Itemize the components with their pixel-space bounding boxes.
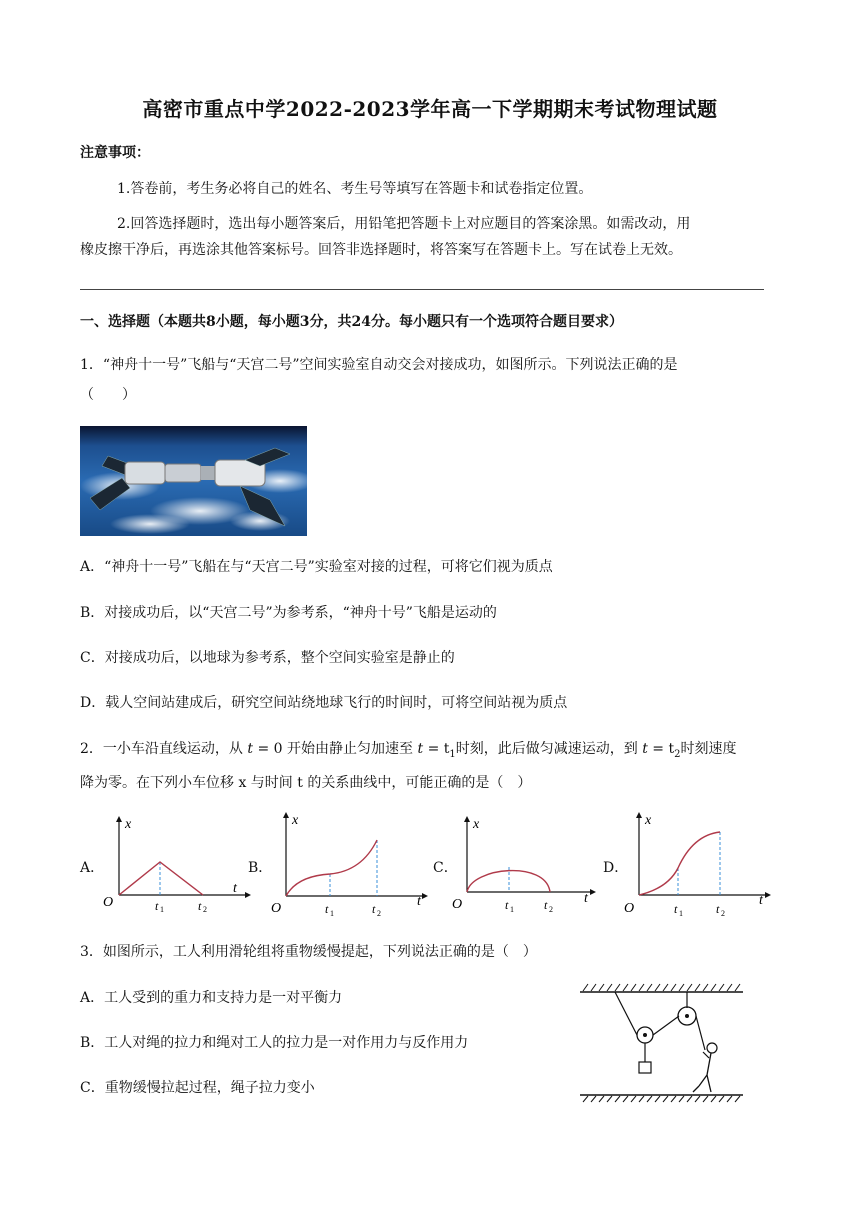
svg-text:t: t — [417, 894, 421, 909]
q2-graph-a-label: A． — [80, 860, 105, 876]
notice-item-2-line2: 橡皮擦干净后，再选涂其他答案标号。回答非选择题时，将答案写在答题卡上。写在试卷上无效。 — [80, 242, 682, 258]
notice-item-2-line1: 2.回答选择题时，选出每小题答案后，用铅笔把答题卡上对应题目的答案涂黑。如需改动，用 — [117, 216, 691, 232]
svg-text:x: x — [645, 813, 652, 828]
section1-heading: 一、选择题（本题共8小题，每小题3分，共24分。每小题只有一个选项符合题目要求） — [80, 314, 623, 330]
svg-text:2: 2 — [203, 905, 207, 914]
svg-text:x: x — [473, 817, 480, 832]
svg-text:t: t — [325, 902, 329, 916]
q2-graph-c — [450, 812, 600, 912]
q2-graph-d-label: D． — [603, 860, 629, 876]
q2-stem-line1: 2．一小车沿直线运动，从 t = 0 开始由静止匀加速至 $t = t_1$时刻，此后做匀减速运动，到 $t = t_2$时刻速度 — [80, 741, 737, 760]
svg-text:1: 1 — [330, 909, 334, 918]
q2-graph-d — [620, 808, 775, 918]
q2-graph-a — [100, 812, 250, 914]
svg-text:O: O — [624, 901, 635, 916]
svg-text:t: t — [584, 891, 588, 906]
q2-stem-line2: 降为零。在下列小车位移 x 与时间 t 的关系曲线中，可能正确的是（ ） — [80, 775, 532, 791]
svg-text:t: t — [198, 899, 202, 913]
q2-graph-b-label: B． — [248, 860, 273, 876]
svg-text:t: t — [759, 893, 763, 908]
q1-stem-line2: （ ） — [80, 387, 136, 403]
svg-text:1: 1 — [679, 909, 683, 918]
page-title: 高密市重点中学2022-2023学年高一下学期期末考试物理试题 — [142, 97, 718, 121]
q2-graph-b — [267, 808, 432, 918]
notice-item-1: 1.答卷前，考生务必将自己的姓名、考生号等填写在答题卡和试卷指定位置。 — [117, 181, 593, 197]
q1-option-a: A．“神舟十一号”飞船在与“天宫二号”实验室对接的过程，可将它们视为质点 — [80, 559, 553, 575]
svg-text:2: 2 — [377, 909, 381, 918]
svg-text:2: 2 — [721, 909, 725, 918]
q3-stem: 3．如图所示，工人利用滑轮组将重物缓慢提起，下列说法正确的是（ ） — [80, 944, 537, 960]
svg-text:O: O — [271, 901, 282, 916]
space-station-photo — [80, 426, 307, 536]
svg-text:1: 1 — [160, 905, 164, 914]
divider — [80, 289, 764, 290]
svg-text:O: O — [452, 897, 463, 912]
svg-text:2: 2 — [549, 905, 553, 914]
y-axis-label: x — [125, 817, 132, 832]
svg-text:t: t — [372, 902, 376, 916]
pulley-diagram — [575, 980, 750, 1110]
svg-text:x: x — [292, 813, 299, 828]
q1-option-c: C．对接成功后，以地球为参考系，整个空间实验室是静止的 — [80, 650, 455, 666]
origin-label: O — [103, 895, 114, 910]
svg-text:t: t — [674, 902, 678, 916]
q1-stem-line1: 1．“神舟十一号”飞船与“天宫二号”空间实验室自动交会对接成功，如图所示。下列说法正确的是 — [80, 357, 678, 373]
q2-graph-c-label: C． — [433, 860, 458, 876]
notice-heading: 注意事项： — [80, 145, 150, 161]
svg-text:t: t — [505, 898, 509, 912]
q3-option-c: C．重物缓慢拉起过程，绳子拉力变小 — [80, 1080, 315, 1096]
q3-option-a: A．工人受到的重力和支持力是一对平衡力 — [80, 990, 343, 1006]
svg-text:t: t — [544, 898, 548, 912]
q3-option-b: B．工人对绳的拉力和绳对工人的拉力是一对作用力与反作用力 — [80, 1035, 469, 1051]
svg-text:1: 1 — [510, 905, 514, 914]
svg-text:t: t — [716, 902, 720, 916]
svg-text:t: t — [155, 899, 159, 913]
x-axis-label: t — [233, 881, 237, 896]
q1-option-d: D．载人空间站建成后，研究空间站绕地球飞行的时间时，可将空间站视为质点 — [80, 695, 568, 711]
q1-option-b: B．对接成功后，以“天宫二号”为参考系，“神舟十号”飞船是运动的 — [80, 605, 497, 621]
